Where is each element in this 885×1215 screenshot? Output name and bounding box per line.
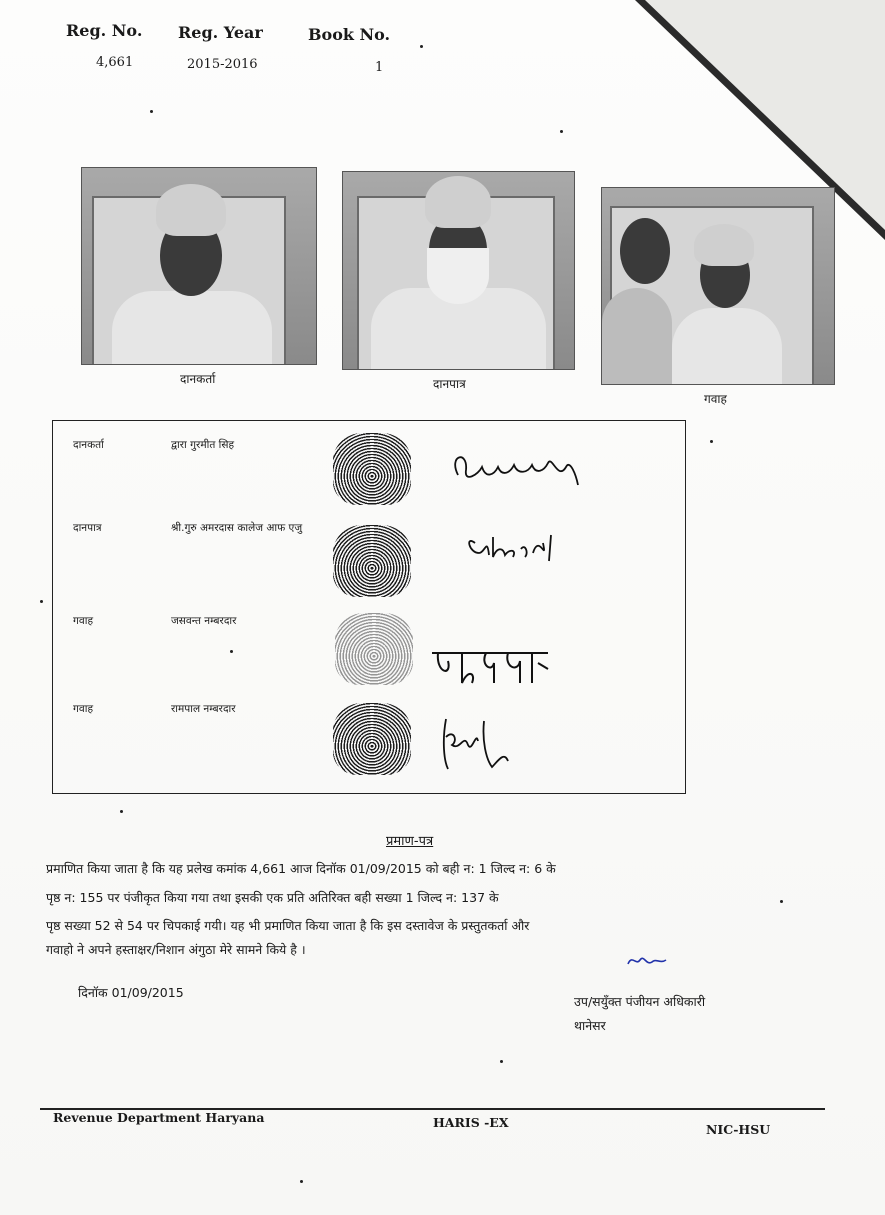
signatory-role-1: दानकर्ता	[73, 439, 104, 451]
officer-title: उप/सयुँक्त पंजीयन अधिकारी	[574, 994, 706, 1009]
certificate-line-3: पृष्ठ सख्या 52 से 54 पर चिपकाई गयी। यह भी प्रमाणित किया जाता है कि इस दस्तावेज के प्रस्तुतकर्ता और	[46, 918, 530, 933]
book-no-label: Book No.	[308, 25, 391, 44]
signatory-role-3: गवाह	[73, 615, 94, 627]
footer-right: NIC-HSU	[706, 1122, 771, 1137]
signature-3	[428, 643, 558, 693]
signatory-name-4: रामपाल नम्बरदार	[171, 703, 236, 715]
signatory-name-1: द्वारा गुरमीत सिह	[171, 439, 235, 451]
officer-initials	[624, 950, 674, 972]
photo-caption-witnesses: गवाह	[704, 392, 727, 406]
signature-4	[438, 711, 528, 773]
signatory-role-2: दानपात्र	[73, 522, 102, 534]
reg-year-label: Reg. Year	[178, 23, 263, 42]
thumbprint-2	[333, 525, 411, 597]
photo-donor	[81, 167, 317, 365]
signature-1	[448, 445, 588, 495]
reg-no-label: Reg. No.	[66, 21, 143, 40]
photo-witnesses	[601, 187, 835, 385]
photo-caption-donor: दानकर्ता	[180, 372, 216, 386]
signature-2	[463, 523, 563, 568]
footer-center: HARIS -EX	[433, 1115, 509, 1130]
reg-year-value: 2015-2016	[187, 57, 258, 72]
office-name: थानेसर	[574, 1018, 606, 1033]
signatory-role-4: गवाह	[73, 703, 94, 715]
thumbprint-1	[333, 433, 411, 505]
footer-left: Revenue Department Haryana	[53, 1110, 265, 1125]
certificate-date: दिनॉक 01/09/2015	[78, 985, 184, 1000]
certificate-line-2: पृष्ठ न: 155 पर पंजीकृत किया गया तथा इसकी एक प्रति अतिरिक्त बही सख्या 1 जिल्द न: 137 के	[46, 890, 499, 905]
signature-box	[52, 420, 686, 794]
signatory-name-3: जसवन्त नम्बरदार	[171, 615, 237, 627]
thumbprint-4	[333, 703, 411, 775]
signatory-name-2: श्री.गुरु अमरदास कालेज आफ एजु	[171, 522, 303, 534]
book-no-value: 1	[375, 60, 384, 75]
thumbprint-3	[335, 613, 413, 685]
certificate-line-4: गवाहो ने अपने हस्ताक्षर/निशान अंगुठा मेरे सामने किये है ।	[46, 942, 306, 957]
reg-no-value: 4,661	[96, 55, 134, 70]
certificate-title: प्रमाण-पत्र	[386, 834, 434, 849]
photo-recipient	[342, 171, 575, 370]
certificate-line-1: प्रमाणित किया जाता है कि यह प्रलेख कमांक 4,661 आज दिनॉक 01/09/2015 को बही न: 1 जिल्द न: 6 के	[46, 861, 556, 876]
photo-caption-recipient: दानपात्र	[433, 377, 466, 391]
